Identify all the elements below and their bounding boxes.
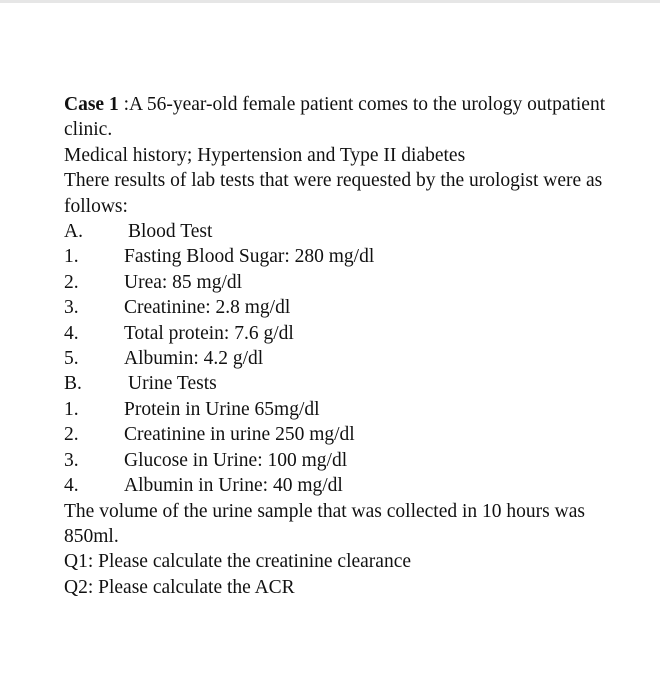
urine-test-heading — [64, 371, 644, 396]
item-text: Creatinine in urine 250 mg/dl — [124, 424, 355, 446]
item-text: Fasting Blood Sugar: 280 mg/dl — [124, 246, 375, 268]
case-intro — [64, 92, 644, 143]
question-1: Q1: Please calculate the creatinine clearance — [64, 551, 412, 573]
results-intro: There results of lab tests that were requested by the urologist were as follows: — [64, 170, 603, 217]
case-intro-text: :A 56-year-old female patient comes to the urology outpatient clinic. — [64, 94, 606, 141]
list-item — [64, 422, 644, 447]
item-number: 3. — [64, 297, 79, 319]
list-item — [64, 321, 644, 346]
item-number: 4. — [64, 475, 79, 497]
item-number: 1. — [64, 398, 79, 420]
item-number: 2. — [64, 271, 79, 293]
list-item — [64, 270, 644, 295]
list-item — [64, 346, 644, 371]
item-text: Albumin in Urine: 40 mg/dl — [124, 475, 343, 497]
list-item — [64, 473, 644, 498]
section-title: Blood Test — [128, 221, 213, 243]
list-item — [64, 448, 644, 473]
case-title: Case 1 — [64, 94, 119, 115]
item-text: Glucose in Urine: 100 mg/dl — [124, 449, 348, 471]
list-item — [64, 244, 644, 269]
urine-volume-note: The volume of the urine sample that was collected in 10 hours was 850ml. — [64, 500, 585, 547]
item-text: Total protein: 7.6 g/dl — [124, 322, 294, 344]
item-number: 5. — [64, 348, 79, 370]
item-text: Protein in Urine 65mg/dl — [124, 398, 320, 420]
item-text: Urea: 85 mg/dl — [124, 271, 243, 293]
section-marker: B. — [64, 373, 82, 395]
case-document — [64, 92, 644, 600]
list-item — [64, 397, 644, 422]
item-text: Albumin: 4.2 g/dl — [124, 348, 264, 370]
medical-history: Medical history; Hypertension and Type II diabetes — [64, 144, 466, 166]
question-2: Q2: Please calculate the ACR — [64, 576, 295, 598]
list-item — [64, 295, 644, 320]
top-divider — [0, 0, 660, 3]
section-marker: A. — [64, 221, 83, 243]
item-number: 4. — [64, 322, 79, 344]
item-number: 1. — [64, 246, 79, 268]
item-number: 2. — [64, 424, 79, 446]
section-title: Urine Tests — [128, 373, 217, 395]
blood-test-heading — [64, 219, 644, 244]
item-text: Creatinine: 2.8 mg/dl — [124, 297, 291, 319]
item-number: 3. — [64, 449, 79, 471]
